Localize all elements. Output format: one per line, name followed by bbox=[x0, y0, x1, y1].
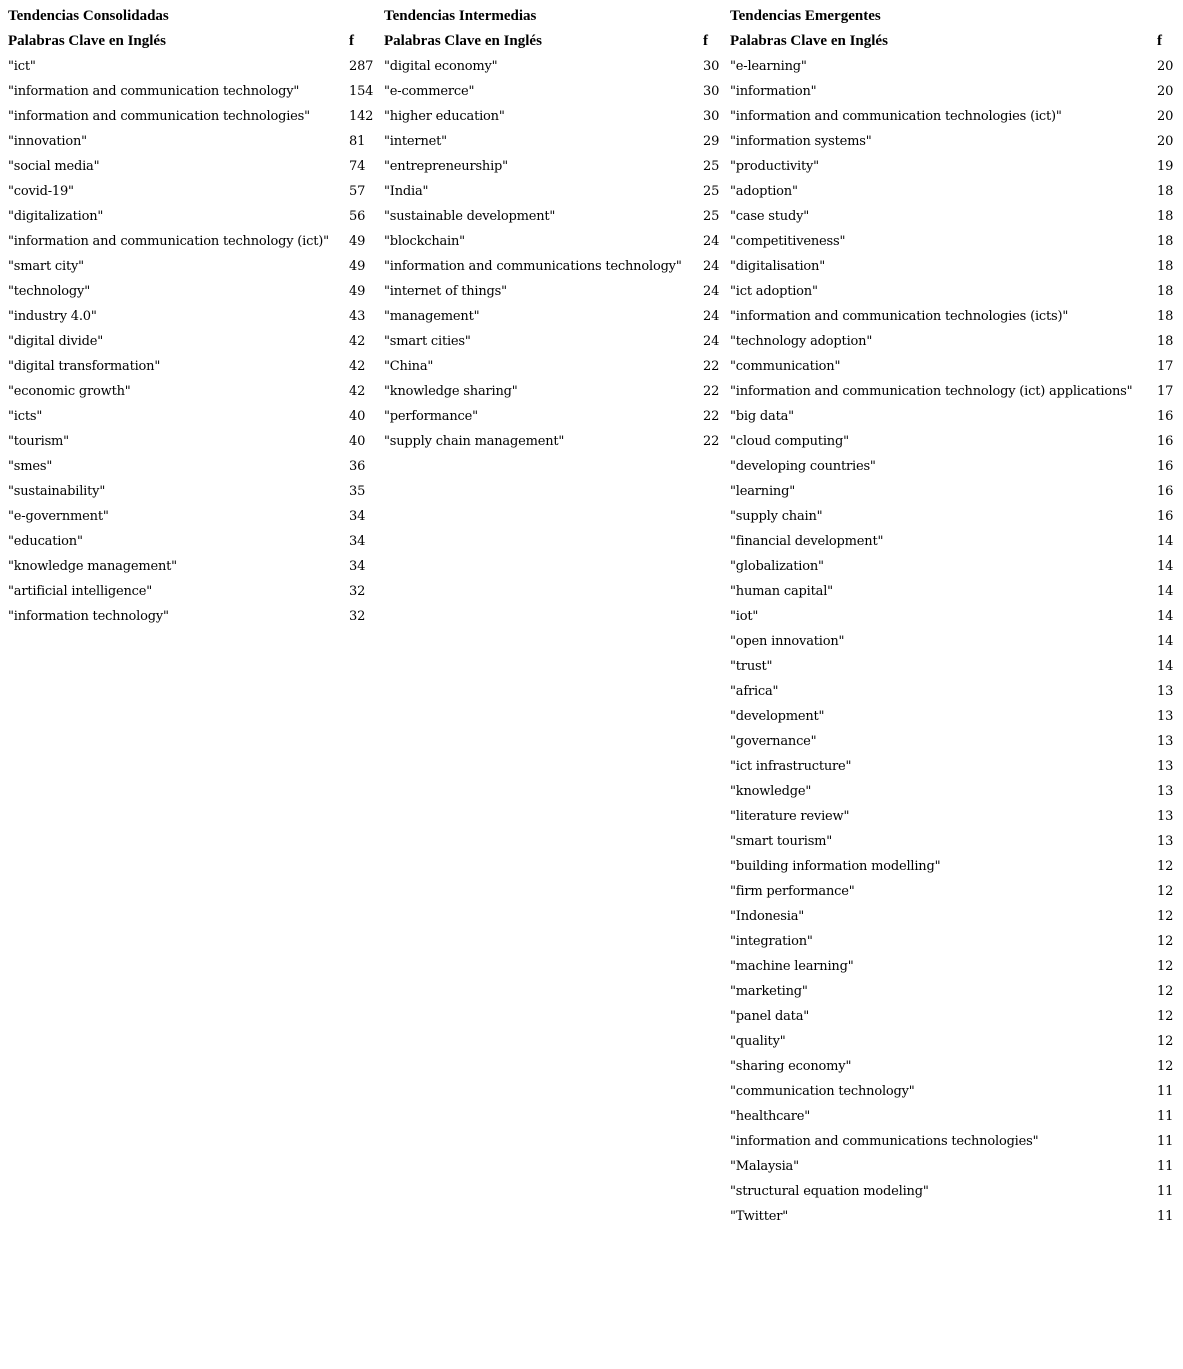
table-row bbox=[730, 404, 1176, 429]
frequency-cell: 18 bbox=[1157, 259, 1174, 274]
keyword-cell: "Indonesia" bbox=[730, 909, 805, 924]
keyword-cell: "smart tourism" bbox=[730, 834, 833, 849]
table-row bbox=[730, 454, 1176, 479]
table-row bbox=[384, 229, 722, 254]
keyword-cell: "economic growth" bbox=[8, 384, 131, 399]
table-row bbox=[8, 354, 378, 379]
table-row bbox=[730, 504, 1176, 529]
keyword-cell: "blockchain" bbox=[384, 234, 465, 249]
keyword-cell: "information systems" bbox=[730, 134, 872, 149]
frequency-cell: 25 bbox=[703, 184, 720, 199]
keyword-cell: "big data" bbox=[730, 409, 794, 424]
table-title: Tendencias Consolidadas bbox=[8, 8, 169, 24]
table-row bbox=[384, 329, 722, 354]
table-row bbox=[730, 229, 1176, 254]
keyword-cell: "developing countries" bbox=[730, 459, 876, 474]
frequency-cell: 42 bbox=[349, 384, 366, 399]
keyword-cell: "smart city" bbox=[8, 259, 84, 274]
frequency-cell: 11 bbox=[1157, 1159, 1174, 1174]
table-row bbox=[730, 154, 1176, 179]
table-row bbox=[730, 779, 1176, 804]
keyword-cell: "communication technology" bbox=[730, 1084, 915, 1099]
keyword-cell: "globalization" bbox=[730, 559, 824, 574]
table-row bbox=[730, 379, 1176, 404]
table-row bbox=[8, 279, 378, 304]
keyword-cell: "information and communication technology" bbox=[8, 84, 300, 99]
frequency-cell: 13 bbox=[1157, 784, 1174, 799]
table-row bbox=[384, 154, 722, 179]
table-row bbox=[730, 54, 1176, 79]
table-row bbox=[8, 154, 378, 179]
keyword-cell: "information and communication technologies (icts)" bbox=[730, 309, 1069, 324]
keyword-cell: "literature review" bbox=[730, 809, 850, 824]
keyword-cell: "digital divide" bbox=[8, 334, 103, 349]
frequency-cell: 19 bbox=[1157, 159, 1174, 174]
frequency-cell: 24 bbox=[703, 284, 720, 299]
table-row bbox=[730, 1179, 1176, 1204]
keyword-cell: "icts" bbox=[8, 409, 43, 424]
frequency-cell: 11 bbox=[1157, 1134, 1174, 1149]
frequency-cell: 57 bbox=[349, 184, 366, 199]
keyword-cell: "information and communications technologies" bbox=[730, 1134, 1039, 1149]
frequency-cell: 11 bbox=[1157, 1209, 1174, 1224]
keyword-cell: "smes" bbox=[8, 459, 53, 474]
table-row bbox=[730, 304, 1176, 329]
keyword-cell: "information and communication technologies (ict)" bbox=[730, 109, 1062, 124]
keyword-cell: "case study" bbox=[730, 209, 810, 224]
table-row bbox=[730, 1079, 1176, 1104]
keyword-cell: "industry 4.0" bbox=[8, 309, 97, 324]
keyword-cell: "social media" bbox=[8, 159, 100, 174]
frequency-cell: 17 bbox=[1157, 384, 1174, 399]
keyword-cell: "management" bbox=[384, 309, 480, 324]
keyword-cell: "information technology" bbox=[8, 609, 169, 624]
keyword-cell: "africa" bbox=[730, 684, 779, 699]
frequency-cell: 30 bbox=[703, 84, 720, 99]
keyword-cell: "digitalization" bbox=[8, 209, 104, 224]
keyword-cell: "internet" bbox=[384, 134, 447, 149]
frequency-cell: 49 bbox=[349, 284, 366, 299]
frequency-cell: 11 bbox=[1157, 1109, 1174, 1124]
frequency-cell: 12 bbox=[1157, 1034, 1174, 1049]
table-row bbox=[8, 504, 378, 529]
frequency-cell: 12 bbox=[1157, 909, 1174, 924]
frequency-cell: 24 bbox=[703, 234, 720, 249]
frequency-cell: 32 bbox=[349, 609, 366, 624]
table-row bbox=[8, 254, 378, 279]
frequency-cell: 18 bbox=[1157, 209, 1174, 224]
table-row bbox=[730, 1204, 1176, 1229]
keyword-cell: "communication" bbox=[730, 359, 841, 374]
keyword-cell: "Malaysia" bbox=[730, 1159, 799, 1174]
table-row bbox=[384, 104, 722, 129]
frequency-cell: 16 bbox=[1157, 509, 1174, 524]
table-title: Tendencias Intermedias bbox=[384, 8, 537, 24]
table-row bbox=[384, 304, 722, 329]
keyword-cell: "structural equation modeling" bbox=[730, 1184, 929, 1199]
table-row bbox=[8, 329, 378, 354]
frequency-cell: 12 bbox=[1157, 984, 1174, 999]
keyword-cell: "India" bbox=[384, 184, 429, 199]
frequency-cell: 11 bbox=[1157, 1184, 1174, 1199]
frequency-cell: 154 bbox=[349, 84, 374, 99]
frequency-cell: 13 bbox=[1157, 709, 1174, 724]
keyword-cell: "knowledge" bbox=[730, 784, 812, 799]
table-row bbox=[730, 1054, 1176, 1079]
keyword-cell: "supply chain management" bbox=[384, 434, 565, 449]
keyword-cell: "human capital" bbox=[730, 584, 833, 599]
table-row bbox=[730, 104, 1176, 129]
frequency-cell: 12 bbox=[1157, 959, 1174, 974]
table-row bbox=[384, 354, 722, 379]
frequency-cell: 30 bbox=[703, 59, 720, 74]
table-row bbox=[730, 429, 1176, 454]
table-row bbox=[384, 404, 722, 429]
keyword-cell: "panel data" bbox=[730, 1009, 810, 1024]
keyword-cell: "ict" bbox=[8, 59, 36, 74]
keyword-cell: "ict infrastructure" bbox=[730, 759, 852, 774]
frequency-cell: 34 bbox=[349, 509, 366, 524]
table-row bbox=[384, 279, 722, 304]
frequency-cell: 24 bbox=[703, 334, 720, 349]
table-row bbox=[384, 204, 722, 229]
table-row bbox=[730, 1129, 1176, 1154]
table-row bbox=[730, 929, 1176, 954]
keyword-cell: "financial development" bbox=[730, 534, 884, 549]
keyword-cell: "firm performance" bbox=[730, 884, 855, 899]
frequency-cell: 49 bbox=[349, 234, 366, 249]
frequency-cell: 13 bbox=[1157, 809, 1174, 824]
frequency-cell: 16 bbox=[1157, 409, 1174, 424]
table-row bbox=[730, 879, 1176, 904]
frequency-cell: 12 bbox=[1157, 884, 1174, 899]
keyword-cell: "education" bbox=[8, 534, 83, 549]
keyword-cell: "ict adoption" bbox=[730, 284, 818, 299]
keyword-cell: "marketing" bbox=[730, 984, 808, 999]
keyword-cell: "digital transformation" bbox=[8, 359, 161, 374]
frequency-cell: 22 bbox=[703, 384, 720, 399]
header-frequency: f bbox=[1157, 33, 1162, 49]
frequency-cell: 56 bbox=[349, 209, 366, 224]
frequency-cell: 11 bbox=[1157, 1084, 1174, 1099]
table-row bbox=[730, 629, 1176, 654]
table-row bbox=[8, 79, 378, 104]
frequency-cell: 14 bbox=[1157, 584, 1174, 599]
frequency-cell: 13 bbox=[1157, 734, 1174, 749]
table-consolidated-trends bbox=[8, 4, 378, 629]
frequency-cell: 34 bbox=[349, 534, 366, 549]
frequency-cell: 22 bbox=[703, 359, 720, 374]
table-row bbox=[730, 754, 1176, 779]
frequency-cell: 24 bbox=[703, 259, 720, 274]
keyword-cell: "information and communication technologies" bbox=[8, 109, 310, 124]
table-row bbox=[730, 804, 1176, 829]
keyword-cell: "productivity" bbox=[730, 159, 819, 174]
table-row bbox=[730, 179, 1176, 204]
table-row bbox=[384, 254, 722, 279]
frequency-cell: 24 bbox=[703, 309, 720, 324]
frequency-cell: 18 bbox=[1157, 184, 1174, 199]
keyword-cell: "knowledge management" bbox=[8, 559, 177, 574]
frequency-cell: 14 bbox=[1157, 659, 1174, 674]
table-row bbox=[730, 704, 1176, 729]
keyword-cell: "information and communication technology (ict)" bbox=[8, 234, 329, 249]
frequency-cell: 18 bbox=[1157, 334, 1174, 349]
table-row bbox=[8, 54, 378, 79]
table-row bbox=[8, 554, 378, 579]
frequency-cell: 20 bbox=[1157, 109, 1174, 124]
frequency-cell: 22 bbox=[703, 409, 720, 424]
table-row bbox=[730, 604, 1176, 629]
keyword-cell: "cloud computing" bbox=[730, 434, 849, 449]
keyword-cell: "entrepreneurship" bbox=[384, 159, 508, 174]
keyword-cell: "knowledge sharing" bbox=[384, 384, 518, 399]
table-row bbox=[8, 379, 378, 404]
keyword-cell: "development" bbox=[730, 709, 825, 724]
keyword-cell: "smart cities" bbox=[384, 334, 471, 349]
table-row bbox=[730, 579, 1176, 604]
frequency-cell: 18 bbox=[1157, 284, 1174, 299]
frequency-cell: 35 bbox=[349, 484, 366, 499]
frequency-cell: 142 bbox=[349, 109, 374, 124]
table-row bbox=[8, 429, 378, 454]
frequency-cell: 16 bbox=[1157, 434, 1174, 449]
keyword-cell: "learning" bbox=[730, 484, 795, 499]
frequency-cell: 18 bbox=[1157, 309, 1174, 324]
table-row bbox=[730, 1029, 1176, 1054]
keyword-cell: "machine learning" bbox=[730, 959, 854, 974]
keyword-cell: "sharing economy" bbox=[730, 1059, 852, 1074]
table-title: Tendencias Emergentes bbox=[730, 8, 881, 24]
keyword-cell: "Twitter" bbox=[730, 1209, 789, 1224]
keyword-cell: "e-commerce" bbox=[384, 84, 475, 99]
table-row bbox=[8, 454, 378, 479]
keyword-cell: "adoption" bbox=[730, 184, 798, 199]
table-row bbox=[384, 129, 722, 154]
frequency-cell: 14 bbox=[1157, 534, 1174, 549]
frequency-cell: 43 bbox=[349, 309, 366, 324]
table-row bbox=[384, 79, 722, 104]
table-row bbox=[730, 979, 1176, 1004]
keyword-cell: "sustainability" bbox=[8, 484, 106, 499]
table-row bbox=[730, 354, 1176, 379]
keyword-cell: "integration" bbox=[730, 934, 813, 949]
frequency-cell: 16 bbox=[1157, 459, 1174, 474]
frequency-cell: 25 bbox=[703, 209, 720, 224]
table-row bbox=[384, 429, 722, 454]
table-row bbox=[8, 304, 378, 329]
keyword-cell: "tourism" bbox=[8, 434, 69, 449]
frequency-cell: 12 bbox=[1157, 859, 1174, 874]
keyword-cell: "covid-19" bbox=[8, 184, 74, 199]
keyword-cell: "information" bbox=[730, 84, 817, 99]
keyword-cell: "internet of things" bbox=[384, 284, 507, 299]
frequency-cell: 40 bbox=[349, 409, 366, 424]
frequency-cell: 25 bbox=[703, 159, 720, 174]
frequency-cell: 36 bbox=[349, 459, 366, 474]
keyword-cell: "artificial intelligence" bbox=[8, 584, 153, 599]
table-row bbox=[730, 479, 1176, 504]
keyword-cell: "iot" bbox=[730, 609, 759, 624]
frequency-cell: 81 bbox=[349, 134, 366, 149]
table-row bbox=[384, 179, 722, 204]
keyword-cell: "digital economy" bbox=[384, 59, 498, 74]
table-row bbox=[730, 129, 1176, 154]
table-row bbox=[730, 954, 1176, 979]
table-row bbox=[730, 79, 1176, 104]
table-row bbox=[8, 579, 378, 604]
keyword-cell: "higher education" bbox=[384, 109, 505, 124]
table-row bbox=[8, 129, 378, 154]
table-row bbox=[8, 479, 378, 504]
frequency-cell: 42 bbox=[349, 334, 366, 349]
keyword-cell: "sustainable development" bbox=[384, 209, 556, 224]
frequency-cell: 287 bbox=[349, 59, 374, 74]
header-keyword: Palabras Clave en Inglés bbox=[384, 33, 542, 49]
table-row bbox=[730, 279, 1176, 304]
table-intermediate-trends bbox=[384, 4, 722, 454]
table-row bbox=[730, 1154, 1176, 1179]
keyword-cell: "supply chain" bbox=[730, 509, 823, 524]
keyword-cell: "digitalisation" bbox=[730, 259, 826, 274]
keyword-cell: "technology adoption" bbox=[730, 334, 873, 349]
frequency-cell: 12 bbox=[1157, 1009, 1174, 1024]
table-row bbox=[730, 254, 1176, 279]
table-row bbox=[730, 854, 1176, 879]
table-row bbox=[730, 829, 1176, 854]
frequency-cell: 20 bbox=[1157, 59, 1174, 74]
table-row bbox=[8, 204, 378, 229]
frequency-cell: 40 bbox=[349, 434, 366, 449]
frequency-cell: 13 bbox=[1157, 684, 1174, 699]
keyword-cell: "healthcare" bbox=[730, 1109, 811, 1124]
table-row bbox=[8, 404, 378, 429]
header-keyword: Palabras Clave en Inglés bbox=[8, 33, 166, 49]
table-row bbox=[8, 604, 378, 629]
keyword-cell: "open innovation" bbox=[730, 634, 845, 649]
frequency-cell: 14 bbox=[1157, 559, 1174, 574]
frequency-cell: 13 bbox=[1157, 759, 1174, 774]
frequency-cell: 14 bbox=[1157, 634, 1174, 649]
table-row bbox=[8, 229, 378, 254]
table-row bbox=[730, 729, 1176, 754]
table-row bbox=[8, 529, 378, 554]
table-row bbox=[730, 1104, 1176, 1129]
header-frequency: f bbox=[703, 33, 708, 49]
frequency-cell: 12 bbox=[1157, 934, 1174, 949]
table-emerging-trends bbox=[730, 4, 1176, 1229]
keyword-cell: "information and communications technology" bbox=[384, 259, 682, 274]
table-row bbox=[730, 554, 1176, 579]
table-row bbox=[730, 654, 1176, 679]
table-header-row bbox=[8, 29, 378, 54]
frequency-cell: 20 bbox=[1157, 134, 1174, 149]
keyword-cell: "performance" bbox=[384, 409, 478, 424]
table-row bbox=[384, 379, 722, 404]
table-row bbox=[730, 329, 1176, 354]
frequency-cell: 12 bbox=[1157, 1059, 1174, 1074]
table-row bbox=[384, 54, 722, 79]
frequency-cell: 17 bbox=[1157, 359, 1174, 374]
frequency-cell: 34 bbox=[349, 559, 366, 574]
frequency-cell: 32 bbox=[349, 584, 366, 599]
keyword-cell: "quality" bbox=[730, 1034, 786, 1049]
header-keyword: Palabras Clave en Inglés bbox=[730, 33, 888, 49]
keyword-cell: "competitiveness" bbox=[730, 234, 846, 249]
table-row bbox=[730, 204, 1176, 229]
table-header-row bbox=[384, 29, 722, 54]
keyword-cell: "technology" bbox=[8, 284, 90, 299]
header-frequency: f bbox=[349, 33, 354, 49]
table-row bbox=[730, 529, 1176, 554]
frequency-cell: 16 bbox=[1157, 484, 1174, 499]
frequency-cell: 30 bbox=[703, 109, 720, 124]
frequency-cell: 74 bbox=[349, 159, 366, 174]
keyword-cell: "building information modelling" bbox=[730, 859, 941, 874]
keyword-cell: "China" bbox=[384, 359, 434, 374]
table-row bbox=[8, 104, 378, 129]
frequency-cell: 13 bbox=[1157, 834, 1174, 849]
keyword-cell: "innovation" bbox=[8, 134, 87, 149]
keyword-cell: "e-government" bbox=[8, 509, 109, 524]
keyword-cell: "governance" bbox=[730, 734, 817, 749]
frequency-cell: 20 bbox=[1157, 84, 1174, 99]
frequency-cell: 14 bbox=[1157, 609, 1174, 624]
frequency-cell: 29 bbox=[703, 134, 720, 149]
frequency-cell: 18 bbox=[1157, 234, 1174, 249]
keyword-cell: "trust" bbox=[730, 659, 773, 674]
frequency-cell: 49 bbox=[349, 259, 366, 274]
keyword-cell: "information and communication technology (ict) applications" bbox=[730, 384, 1133, 399]
frequency-cell: 22 bbox=[703, 434, 720, 449]
table-header-row bbox=[730, 29, 1176, 54]
frequency-cell: 42 bbox=[349, 359, 366, 374]
table-row bbox=[8, 179, 378, 204]
keyword-cell: "e-learning" bbox=[730, 59, 807, 74]
table-row bbox=[730, 904, 1176, 929]
table-row bbox=[730, 1004, 1176, 1029]
table-row bbox=[730, 679, 1176, 704]
